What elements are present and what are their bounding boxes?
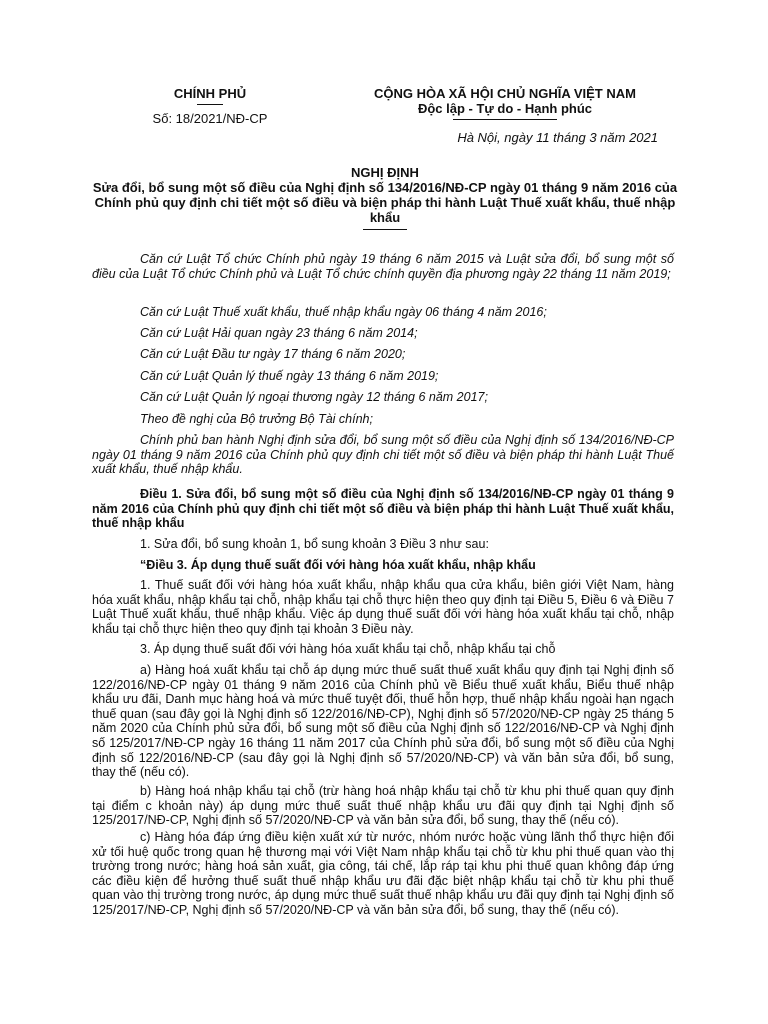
document-subject: Sửa đổi, bổ sung một số điều của Nghị định số 134/2016/NĐ-CP ngày 01 tháng 9 năm 2016 của Chính phủ quy định chi tiết một số điều và biện pháp thi hành Luật Thuế xuất khẩu, thuế nhập khẩu [92,180,678,225]
preamble-basis: Căn cứ Luật Thuế xuất khẩu, thuế nhập khẩu ngày 06 tháng 4 năm 2016; [140,305,547,319]
place-date: Hà Nội, ngày 11 tháng 3 năm 2021 [457,130,658,145]
motto-divider [453,119,557,120]
point-b-text: b) Hàng hoá nhập khẩu tại chỗ (trừ hàng hoá nhập khẩu tại chỗ từ khu phi thuế quan quy định tại điểm c khoản này) áp dụng mức thuế suất thuế nhập khẩu ưu đãi quy định tại Nghị định số 125/2017/NĐ-CP, Nghị định số 57/2020/NĐ-CP và văn bản sửa đổi, bổ sung, thay thế (nếu có). [92,784,674,828]
article-3-heading: “Điều 3. Áp dụng thuế suất đối với hàng hóa xuất khẩu, nhập khẩu [140,558,536,572]
clause-text: 1. Sửa đổi, bổ sung khoản 1, bổ sung khoản 3 Điều 3 như sau: [140,537,489,551]
preamble-basis: Căn cứ Luật Đầu tư ngày 17 tháng 6 năm 2020; [140,347,406,361]
title-divider [363,229,407,230]
preamble-basis: Căn cứ Luật Quản lý thuế ngày 13 tháng 6 năm 2019; [140,369,439,383]
issuer-name: CHÍNH PHỦ [173,86,247,101]
preamble-basis: Căn cứ Luật Quản lý ngoại thương ngày 12 tháng 6 năm 2017; [140,390,488,404]
clause-text: 3. Áp dụng thuế suất đối với hàng hóa xuất khẩu tại chỗ, nhập khẩu tại chỗ [140,642,556,656]
preamble-basis: Căn cứ Luật Hải quan ngày 23 tháng 6 năm 2014; [140,326,418,340]
preamble-proposal: Theo đề nghị của Bộ trưởng Bộ Tài chính; [140,412,373,426]
article-heading: Điều 1. Sửa đổi, bổ sung một số điều của Nghị định số 134/2016/NĐ-CP ngày 01 tháng 9 năm 2016 của Chính phủ quy định chi tiết một số điều và biện pháp thi hành Luật Thuế xuất khẩu, thuế nhập khẩu [92,487,674,531]
national-header [340,86,670,120]
national-motto: Độc lập - Tự do - Hạnh phúc [417,101,593,116]
preamble-basis: Căn cứ Luật Tổ chức Chính phủ ngày 19 tháng 6 năm 2015 và Luật sửa đổi, bổ sung một số điều của Luật Tổ chức Chính phủ và Luật Tổ chức chính quyền địa phương ngày 22 tháng 11 năm 2019; [92,252,674,281]
issuer-block [110,86,310,126]
preamble-enactment: Chính phủ ban hành Nghị định sửa đổi, bổ sung một số điều của Nghị định số 134/2016/NĐ-CP ngày 01 tháng 9 năm 2016 của Chính phủ quy định chi tiết một số điều và biện pháp thi hành Luật Thuế xuất khẩu, thuế nhập khẩu. [92,433,674,477]
nation-name: CỘNG HÒA XÃ HỘI CHỦ NGHĨA VIỆT NAM [374,86,636,101]
point-a-text: a) Hàng hoá xuất khẩu tại chỗ áp dụng mức thuế suất thuế xuất khẩu quy định tại Nghị định số 122/2016/NĐ-CP ngày 01 tháng 9 năm 2016 của Chính phủ về Biểu thuế xuất khẩu, Biểu thuế nhập khẩu ưu đãi, Danh mục hàng hoá và mức thuế tuyệt đối, thuế hỗn hợp, thuế nhập khẩu ngoài hạn ngạch thuế quan (sau đây gọi là Nghị định số 122/2016/NĐ-CP), Nghị định số 57/2020/NĐ-CP ngày 25 tháng 5 năm 2020 của Chính phủ sửa đổi, bổ sung một số điều của Nghị định số 122/2016/NĐ-CP và Nghị định số 125/2017/NĐ-CP ngày 16 tháng 11 năm 2017 của Chính phủ sửa đổi, bổ sung một số điều của Nghị định số 122/2016/NĐ-CP (sau đây gọi là Nghị định số 57/2020/NĐ-CP) và văn bản sửa đổi, bổ sung, thay thế (nếu có). [92,663,674,780]
document-number: Số: 18/2021/NĐ-CP [152,111,268,126]
document-type: NGHỊ ĐỊNH [351,165,419,180]
document-title [90,165,680,230]
point-c-text: c) Hàng hóa đáp ứng điều kiện xuất xứ từ nước, nhóm nước hoặc vùng lãnh thổ thực hiện đối xử tối huệ quốc trong quan hệ thương mại với Việt Nam nhập khẩu tại chỗ từ khu phi thuế quan vào thị trường trong nước; hàng hoá sản xuất, gia công, tái chế, lắp ráp tại khu phi thuế quan không đáp ứng các điều kiện để hưởng thuế suất thuế nhập khẩu ưu đãi đặc biệt nhập khẩu tại chỗ từ khu phi thuế quan vào thị trường trong nước, áp dụng mức thuế suất thuế nhập khẩu ưu đãi quy định tại Nghị định số 125/2017/NĐ-CP, Nghị định số 57/2020/NĐ-CP và văn bản sửa đổi, bổ sung, thay thế (nếu có). [92,830,674,917]
issuer-divider [197,104,223,105]
clause-text: 1. Thuế suất đối với hàng hóa xuất khẩu, nhập khẩu qua cửa khẩu, biên giới Việt Nam, hàng hóa xuất khẩu, nhập khẩu tại chỗ, nhập khẩu tại chỗ thực hiện theo quy định tại Điều 5, Điều 6 và Điều 7 Luật Thuế xuất khẩu, thuế nhập khẩu. Việc áp dụng thuế suất đối với hàng hóa xuất khẩu tại chỗ, nhập khẩu tại chỗ thực hiện theo quy định tại khoản 3 Điều này. [92,578,674,636]
